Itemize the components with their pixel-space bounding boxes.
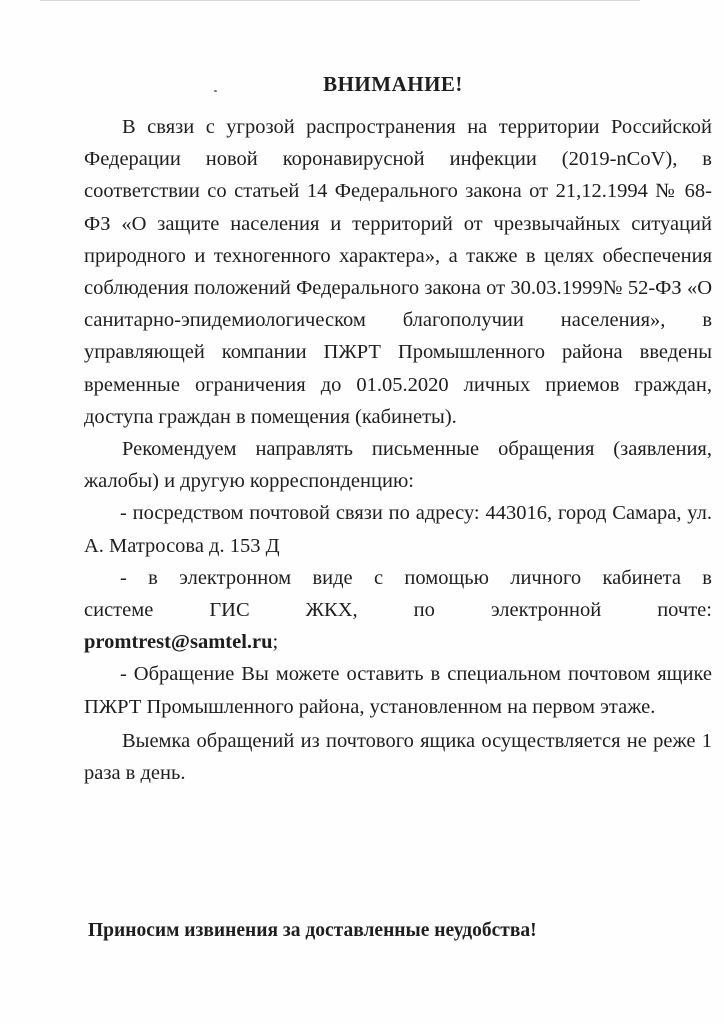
word-electronic: электронной	[490, 599, 602, 622]
word-zhkh: ЖКХ,	[305, 599, 358, 622]
item-mailbox: - Обращение Вы можете оставить в специальном почтовом ящике ПЖРТ Промышленного района, установленном на первом этаже.	[84, 663, 712, 718]
document-body	[84, 111, 712, 789]
document-title: ВНИМАНИЕ!	[323, 72, 463, 96]
email-address: promtrest@samtel.ru	[84, 631, 273, 654]
paragraph-collection: Выемка обращений из почтового ящика осуществляется не реже 1 раза в день.	[84, 729, 712, 785]
email-line	[84, 626, 712, 658]
item-postal-address: - посредством почтовой связи по адресу: 443016, город Самара, ул. А. Матросова д. 153 Д	[84, 502, 712, 557]
word-po: по	[413, 599, 435, 622]
word-mail: почте:	[657, 599, 712, 622]
email-suffix: ;	[272, 631, 279, 654]
item-electronic-line-1: - в электронном виде с помощью личного кабинета в	[120, 566, 712, 589]
paragraph-recommendation: Рекомендуем направлять письменные обращения (заявления, жалобы) и другую корреспонденцию:	[84, 438, 712, 493]
closing-apology: Приносим извинения за доставленные неудобства!	[88, 920, 537, 941]
item-electronic-line-2	[84, 594, 712, 626]
word-system: системе	[84, 599, 154, 622]
word-gis: ГИС	[209, 599, 250, 622]
scan-edge-line	[40, 0, 640, 1]
paragraph-restrictions: В связи с угрозой распространения на территории Российской Федерации новой коронавирусной инфекции (2019-nCoV), в соответствии со статьей 14 Федерального закона от 21,12.1994 № 68-ФЗ «О защите населения и территорий от чрезвычайных ситуаций природного и техногенного характера», а также в целях обеспечения соблюдения положений Федерального закона от 30.03.1999№ 52-ФЗ «О санитарно-эпидемиологическом благополучии населения», в управляющей компании ПЖРТ Промышленного района введены временные ограничения до 01.05.2020 личных приемов граждан, доступа граждан в помещения (кабинеты).	[84, 116, 712, 428]
